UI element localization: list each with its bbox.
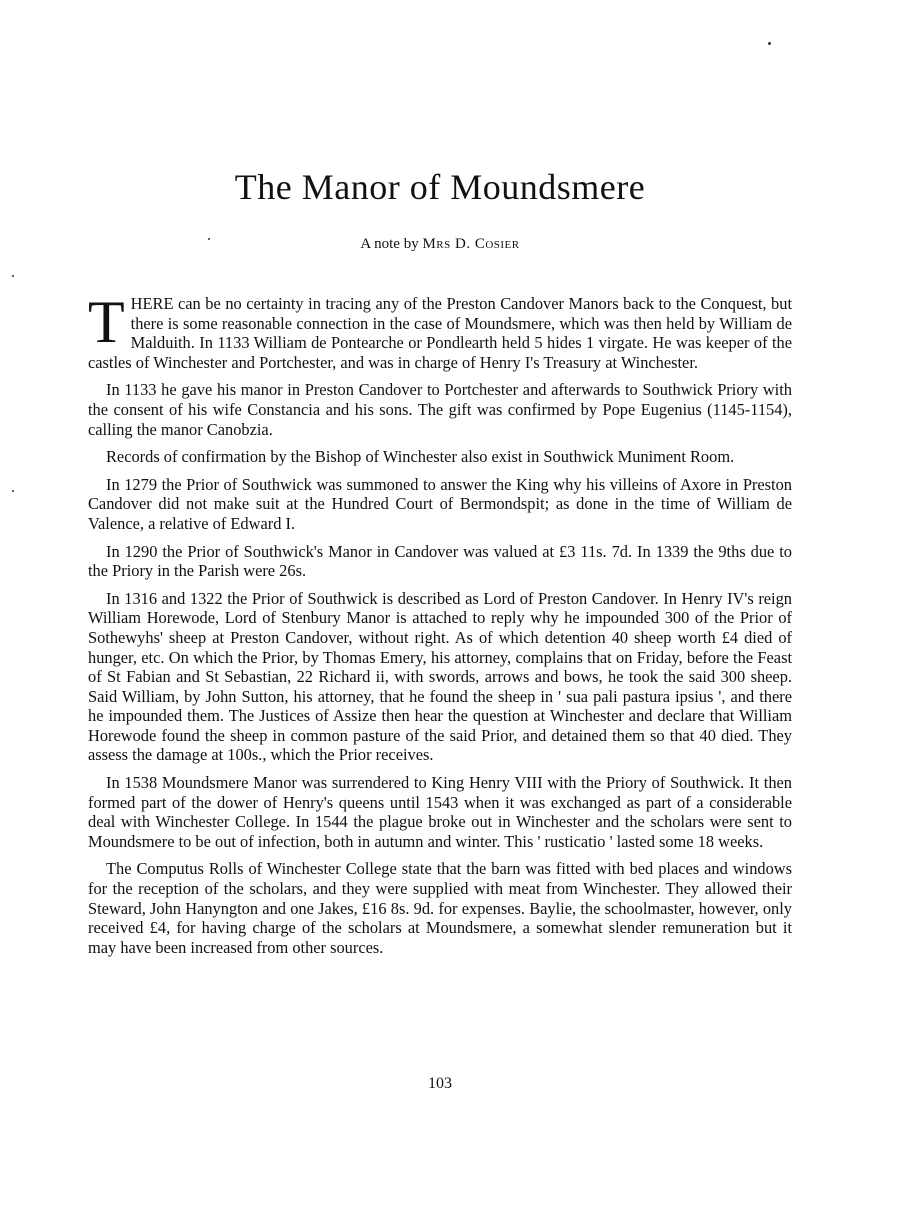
byline-prefix: A note by xyxy=(360,236,419,252)
scan-speck xyxy=(208,238,210,240)
byline-author: Mrs D. Cosier xyxy=(422,236,520,252)
paragraph-1 xyxy=(88,289,792,372)
paragraph-4: In 1279 the Prior of Southwick was summoned to answer the King why his villeins of Axore in Preston Candover did not make suit at the Hundred Court of Bermondspit; as done in the time of William de Valence, a relative of Edward I. xyxy=(88,474,792,533)
paragraph-7: In 1538 Moundsmere Manor was surrendered to King Henry VIII with the Priory of Southwick. It then formed part of the dower of Henry's queens until 1543 when it was exchanged as part of a considerable deal with Winchester College. In 1544 the plague broke out in Winchester and the scholars were sent to Moundsmere to be out of infection, both in autumn and winter. This ' rusticatio ' lasted some 18 weeks. xyxy=(88,773,792,851)
scan-speck xyxy=(12,490,14,492)
paragraph-3: Records of confirmation by the Bishop of Winchester also exist in Southwick Muniment Room. xyxy=(106,447,735,467)
page-number: 103 xyxy=(428,1075,452,1092)
article-body xyxy=(88,289,792,965)
scan-speck xyxy=(768,42,771,45)
drop-cap: T xyxy=(88,289,125,355)
paragraph-1-text: HERE can be no certainty in tracing any of the Preston Candover Manors back to the Conquest, but there is some reasonable connection in the case of Moundsmere, which was then held by William de Malduith. In 1133 William de Pontearche or Pondlearth held 5 hides 1 virgate. He was keeper of the castles of Winchester and Portchester, and was in charge of Henry I's Treasury at Winchester. xyxy=(88,294,792,372)
scan-speck xyxy=(12,275,14,277)
paragraph-8: The Computus Rolls of Winchester College state that the barn was fitted with bed places and windows for the reception of the scholars, and they were supplied with meat from Winchester. They allowed their Steward, John Hanyngton and one Jakes, £16 8s. 9d. for expenses. Baylie, the schoolmaster, however, only received £4, for having charge of the scholars at Moundsmere, a somewhat slender remuneration but it may have been increased from other sources. xyxy=(88,859,792,957)
byline xyxy=(88,236,792,253)
paragraph-6: In 1316 and 1322 the Prior of Southwick is described as Lord of Preston Candover. In Henry IV's reign William Horewode, Lord of Stenbury Manor is attached to reply why he impounded 300 of the Prior of Sothewyhs' sheep at Preston Candover, without right. As of which detention 40 sheep worth £4 died of hunger, etc. On which the Prior, by Thomas Emery, his attorney, complains that on Friday, before the Feast of St Fabian and St Sebastian, 22 Richard ii, with swords, arrows and bows, he took the said 300 sheep. Said William, by John Sutton, his attorney, that he found the sheep in ' sua pali pastura ipsius ', and there he impounded them. The Justices of Assize then hear the question at Winchester and declare that William Horewode found the sheep in common pasture of the said Prior, and detained them so that 40 died. They assess the damage at 100s., which the Prior receives. xyxy=(88,588,792,765)
paragraph-5: In 1290 the Prior of Southwick's Manor in Candover was valued at £3 11s. 7d. In 1339 the 9ths due to the Priory in the Parish were 26s. xyxy=(88,541,792,581)
page-title: The Manor of Moundsmere xyxy=(234,167,646,207)
paragraph-2: In 1133 he gave his manor in Preston Candover to Portchester and afterwards to Southwick Priory with the consent of his wife Constancia and his sons. The gift was confirmed by Pope Eugenius (1145-1154), calling the manor Canobzia. xyxy=(88,380,792,439)
